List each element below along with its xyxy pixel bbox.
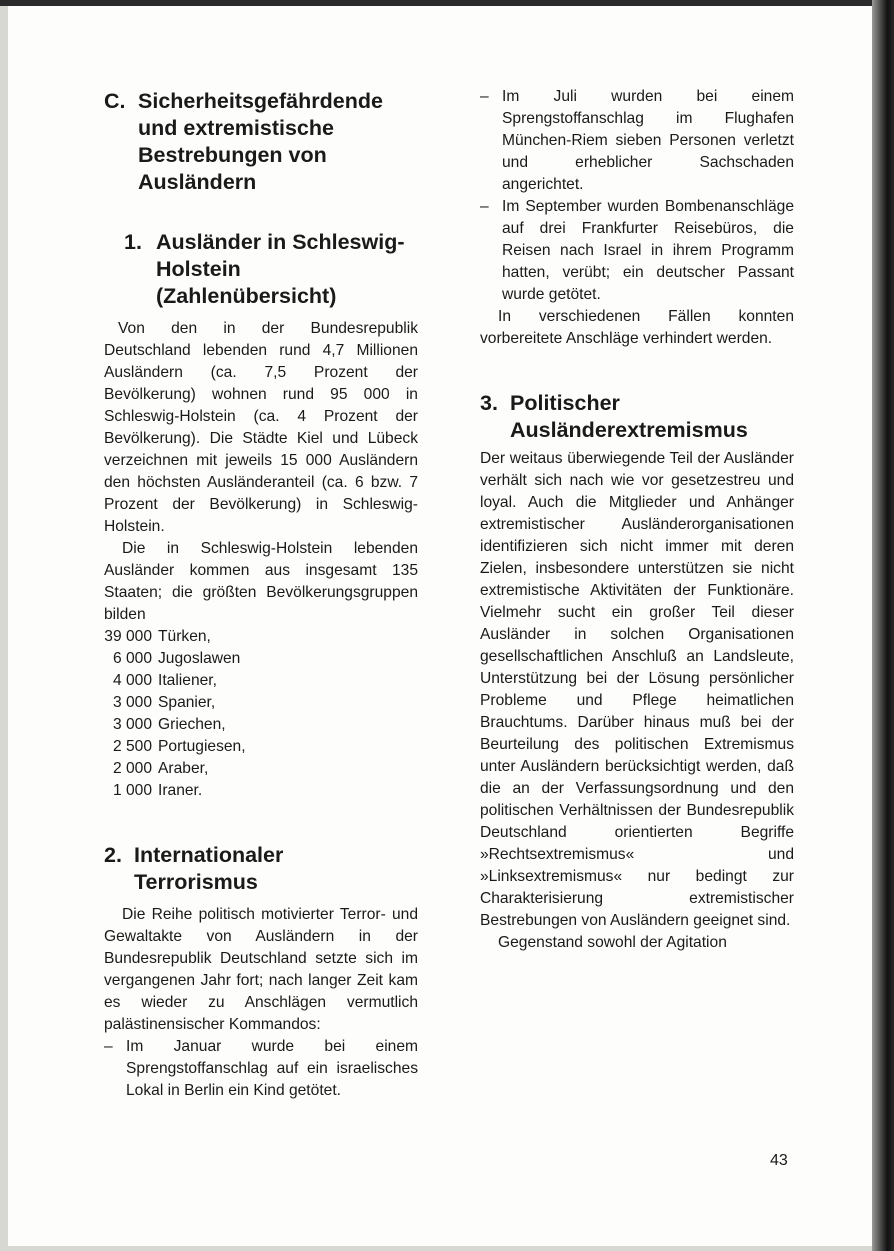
section-1-number: 1. xyxy=(124,230,142,254)
section-c-title: Sicherheitsgefährdende und extremistische Bestrebungen von Ausländern xyxy=(138,89,383,194)
section-2-heading xyxy=(104,842,418,896)
section-1-heading xyxy=(124,229,418,310)
attack-january-text: Im Januar wurde bei einem Sprengstoffanschlag auf ein israelisches Lokal in Berlin ein Kind getötet. xyxy=(126,1038,418,1099)
population-groups-list xyxy=(90,626,418,802)
attack-july-text: Im Juli wurden bei einem Sprengstoffanschlag im Flughafen München-Riem sieben Personen verletzt und erheblicher Sachschaden angerichtet. xyxy=(502,88,794,193)
list-item: – Im September wurden Bombenanschläge auf drei Frankfurter Reisebüros, die Reisen nach Israel in ihrem Programm hatten, verübt; ein deutscher Passant wurde getötet. xyxy=(480,198,794,303)
list-item: 6 000 Jugoslawen xyxy=(112,650,241,667)
right-column xyxy=(480,86,794,954)
list-item: – Im Januar wurde bei einem Sprengstoffanschlag auf ein israelisches Lokal in Berlin ein Kind getötet. xyxy=(104,1038,418,1099)
section-3-number: 3. xyxy=(480,391,498,415)
section-2-number: 2. xyxy=(104,843,122,867)
list-item: 4 000 Italiener, xyxy=(112,672,217,689)
section-1-paragraph-1: Von den in der Bundesrepublik Deutschland lebenden rund 4,7 Millionen Ausländern (ca. 7,5 Prozent der Bevölkerung) wohnen rund 95 000 in Schleswig-Holstein (ca. 4 Prozent der Bevölkerung). Die Städte Kiel und Lübeck verzeichnen mit jeweils 15 000 Ausländern den höchsten Ausländeranteil (ca. 6 bzw. 7 Prozent der Bevölkerung) in Schleswig-Holstein. xyxy=(104,320,418,535)
section-2-paragraph-2: In verschiedenen Fällen konnten vorbereitete Anschläge verhindert werden. xyxy=(480,308,794,347)
attack-september-text: Im September wurden Bombenanschläge auf drei Frankfurter Reisebüros, die Reisen nach Israel in ihrem Programm hatten, verübt; ein deutscher Passant wurde getötet. xyxy=(502,198,794,303)
section-3-heading xyxy=(480,390,794,444)
section-1-paragraph-2: Die in Schleswig-Holstein lebenden Ausländer kommen aus insgesamt 135 Staaten; die größten Bevölkerungsgruppen bilden xyxy=(104,540,418,623)
left-column xyxy=(104,88,418,1102)
section-1-title: Ausländer in Schleswig-Holstein (Zahlenübersicht) xyxy=(156,230,405,308)
list-item: 2 500 Portugiesen, xyxy=(112,738,246,755)
list-item: 39 000 Türken, xyxy=(104,628,211,645)
section-3-paragraph-1: Der weitaus überwiegende Teil der Ausländer verhält sich nach wie vor gesetzestreu und loyal. Auch die Mitglieder und Anhänger extremistischer Ausländerorganisationen identifizieren sich nicht immer mit deren Zielen, insbesondere unterstützen sie nicht extremistische Aktivitäten der Funktionäre. Vielmehr sucht ein großer Teil dieser Ausländer in solchen Organisationen gesellschaftlichen Anschluß an Landsleute, Unterstützung bei der Lösung persönlicher Probleme und Pflege heimatlichen Brauchtums. Darüber hinaus muß bei der Beurteilung des politischen Extremismus unter Ausländern berücksichtigt werden, daß die an der Verfassungsordnung und den politischen Verhältnissen der Bundesrepublik Deutschland orientierten Begriffe »Rechtsextremismus« und »Linksextremismus« nur bedingt zur Charakterisierung extremistischer Bestrebungen von Ausländern geeignet sind. xyxy=(480,450,794,929)
book-spine-edge xyxy=(872,0,894,1251)
section-3-title: Politischer Ausländerextremismus xyxy=(510,391,748,442)
section-2-paragraph-1: Die Reihe politisch motivierter Terror- und Gewaltakte von Ausländern in der Bundesrepublik Deutschland setzte sich im vergangenen Jahr fort; nach langer Zeit kam es wieder zu Anschlägen vermutlich palästinensischer Kommandos: xyxy=(104,906,418,1033)
section-c-letter: C. xyxy=(104,89,126,113)
section-2-title: Internationaler Terrorismus xyxy=(134,843,284,894)
list-item: 2 000 Araber, xyxy=(112,760,209,777)
section-3-paragraph-2: Gegenstand sowohl der Agitation xyxy=(498,934,727,951)
list-item: 3 000 Spanier, xyxy=(112,694,216,711)
list-item: 1 000 Iraner. xyxy=(112,782,203,799)
attack-list xyxy=(104,1036,418,1102)
attack-list-continued xyxy=(480,86,794,306)
list-item: – Im Juli wurden bei einem Sprengstoffanschlag im Flughafen München-Riem sieben Personen verletzt und erheblicher Sachschaden angerichtet. xyxy=(480,88,794,193)
page-number: 43 xyxy=(770,1152,788,1169)
list-item: 3 000 Griechen, xyxy=(112,716,226,733)
section-c-heading xyxy=(104,88,418,196)
